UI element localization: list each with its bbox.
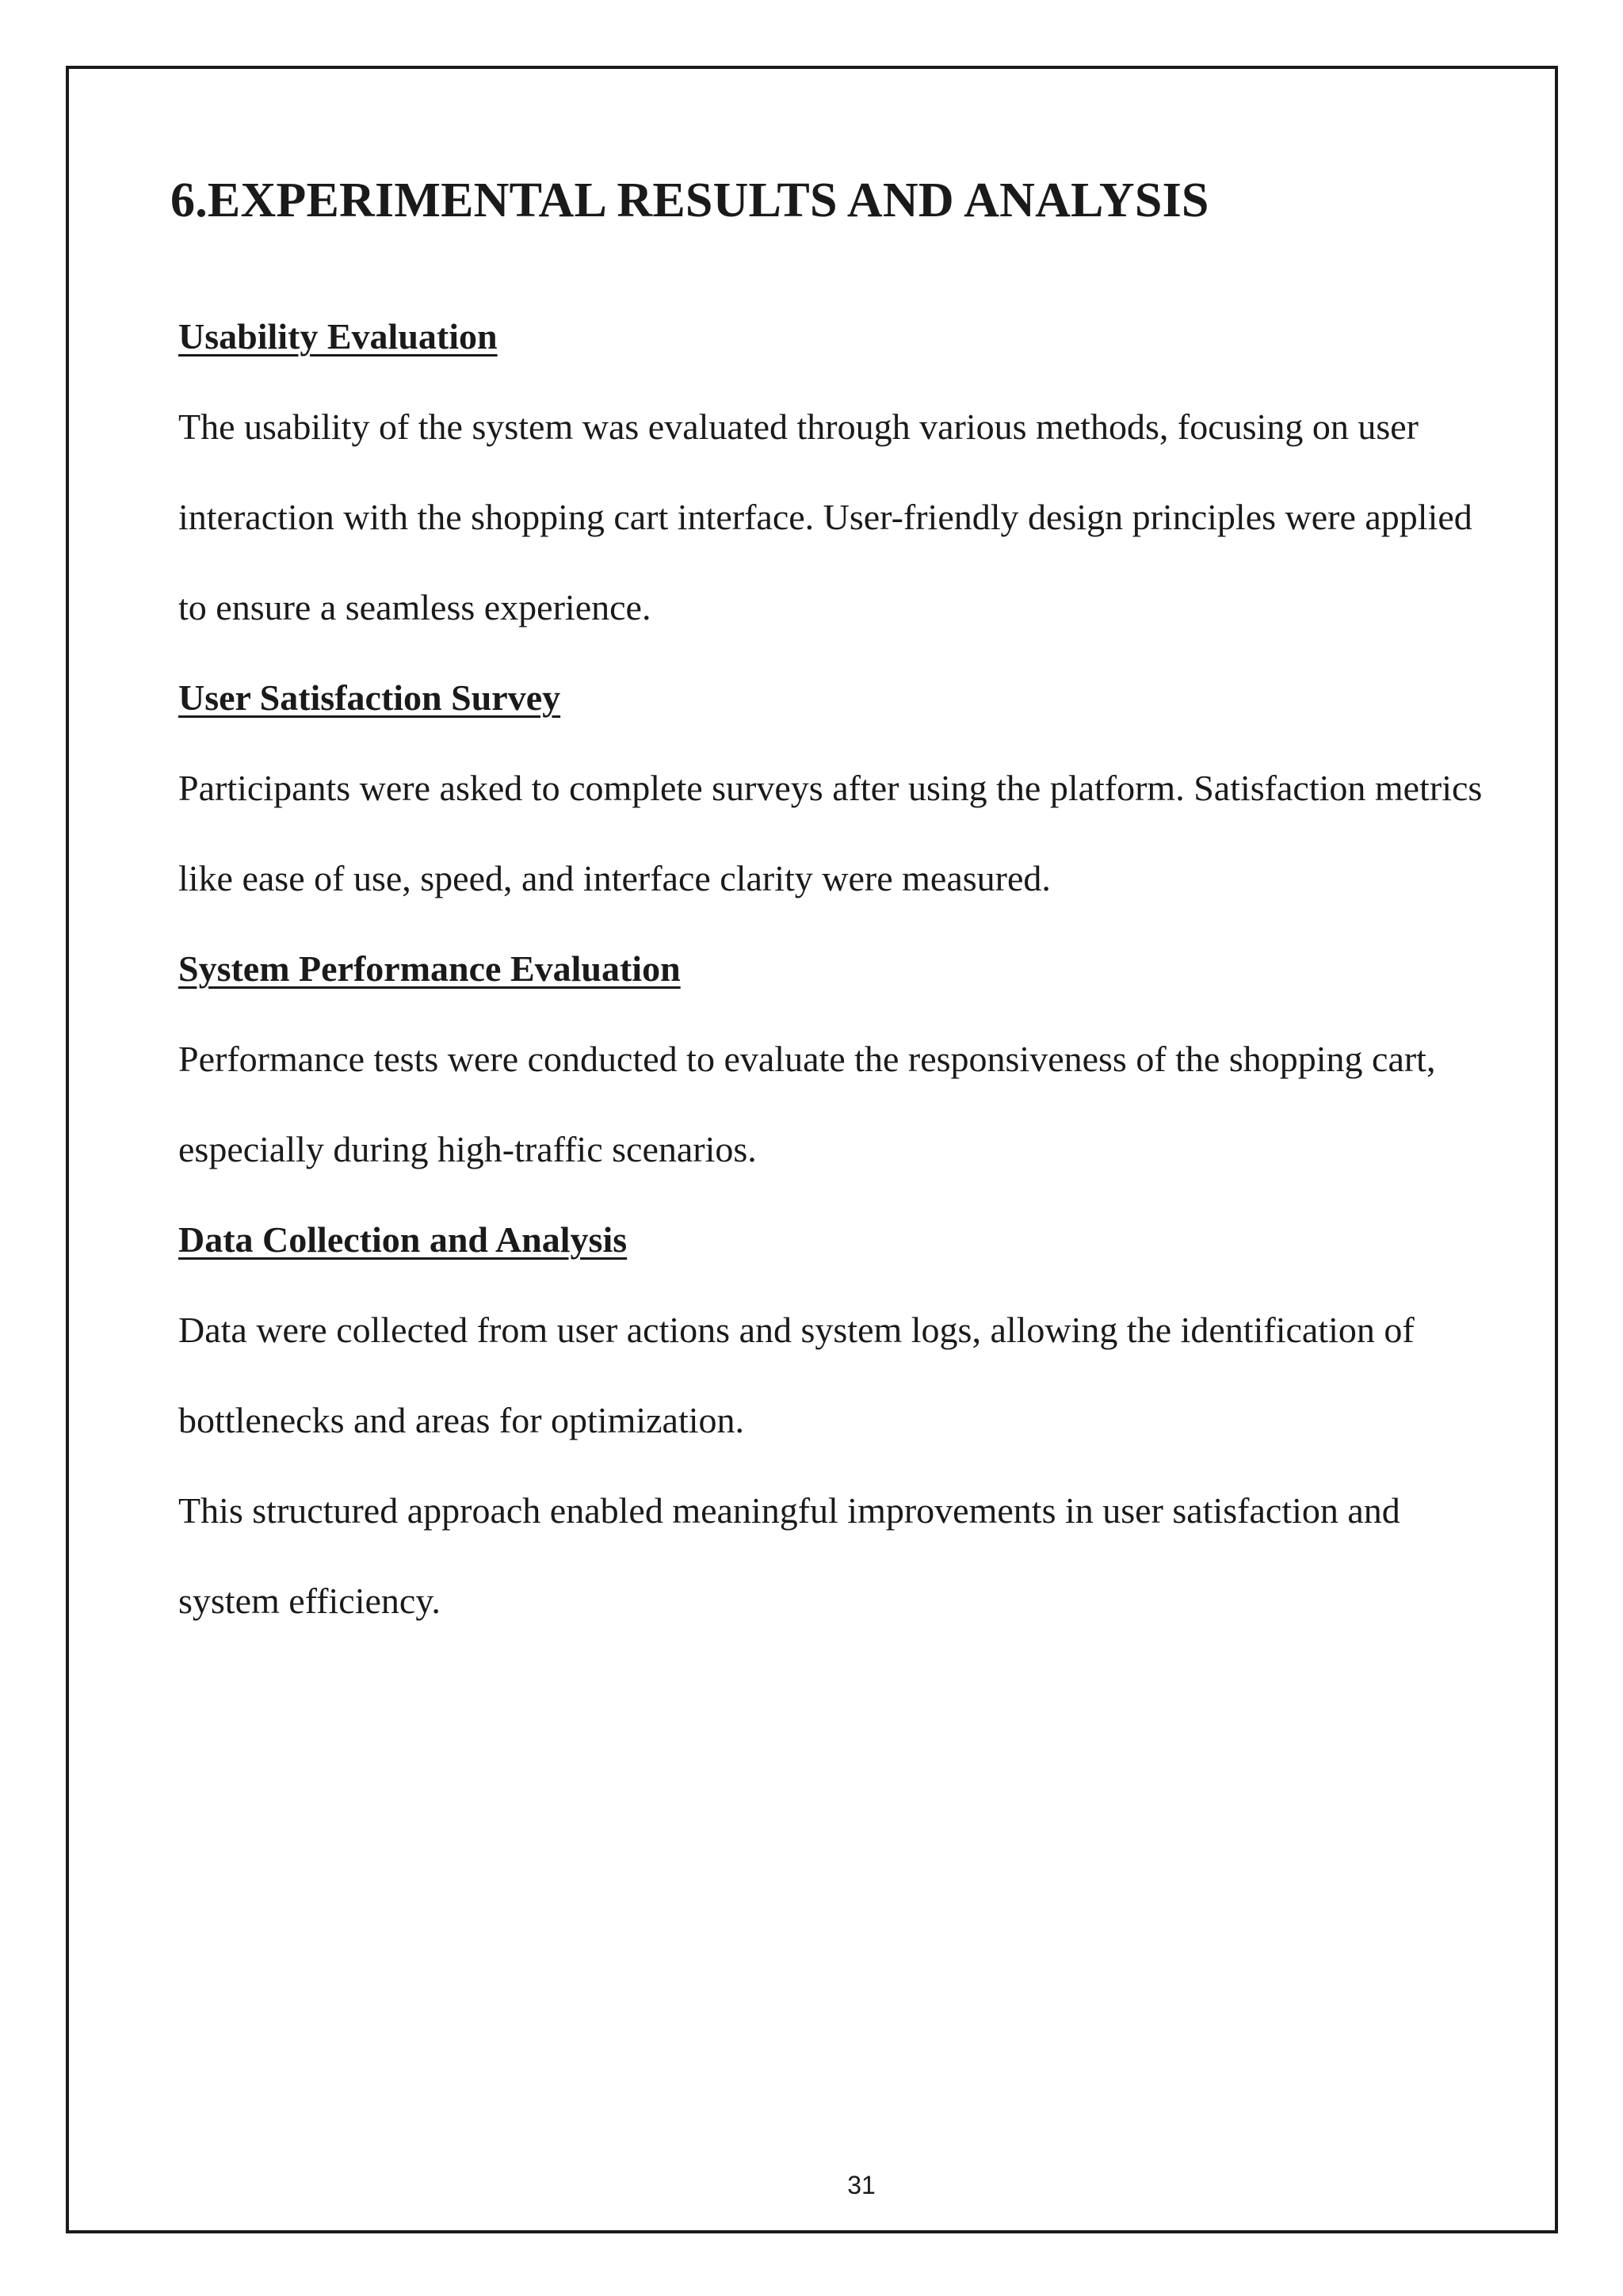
body-text-line: to ensure a seamless experience.: [178, 587, 651, 627]
body-text-line: bottlenecks and areas for optimization.: [178, 1400, 745, 1440]
page-title: 6.EXPERIMENTAL RESULTS AND ANALYSIS: [170, 174, 1209, 227]
body-text-line: The usability of the system was evaluated through various methods, focusing on user: [178, 406, 1419, 447]
page-number: 31: [847, 2171, 876, 2199]
body-text-line: Participants were asked to complete surveys after using the platform. Satisfaction metrics: [178, 768, 1483, 808]
section-heading-user-satisfaction-survey: User Satisfaction Survey: [178, 677, 561, 718]
body-text-line: especially during high-traffic scenarios.: [178, 1129, 757, 1169]
body-text-line: like ease of use, speed, and interface clarity were measured.: [178, 858, 1051, 898]
section-heading-system-performance-evaluation: System Performance Evaluation: [178, 948, 681, 989]
body-text-line: Data were collected from user actions and system logs, allowing the identification of: [178, 1310, 1415, 1350]
body-text-line: This structured approach enabled meaningful improvements in user satisfaction and: [178, 1490, 1400, 1531]
body-text-line: system efficiency.: [178, 1581, 441, 1621]
section-heading-data-collection-and-analysis: Data Collection and Analysis: [178, 1219, 628, 1260]
body-text-line: interaction with the shopping cart interface. User-friendly design principles were applied: [178, 497, 1472, 537]
body-text-line: Performance tests were conducted to evaluate the responsiveness of the shopping cart,: [178, 1039, 1436, 1079]
section-heading-usability-evaluation: Usability Evaluation: [178, 316, 498, 357]
